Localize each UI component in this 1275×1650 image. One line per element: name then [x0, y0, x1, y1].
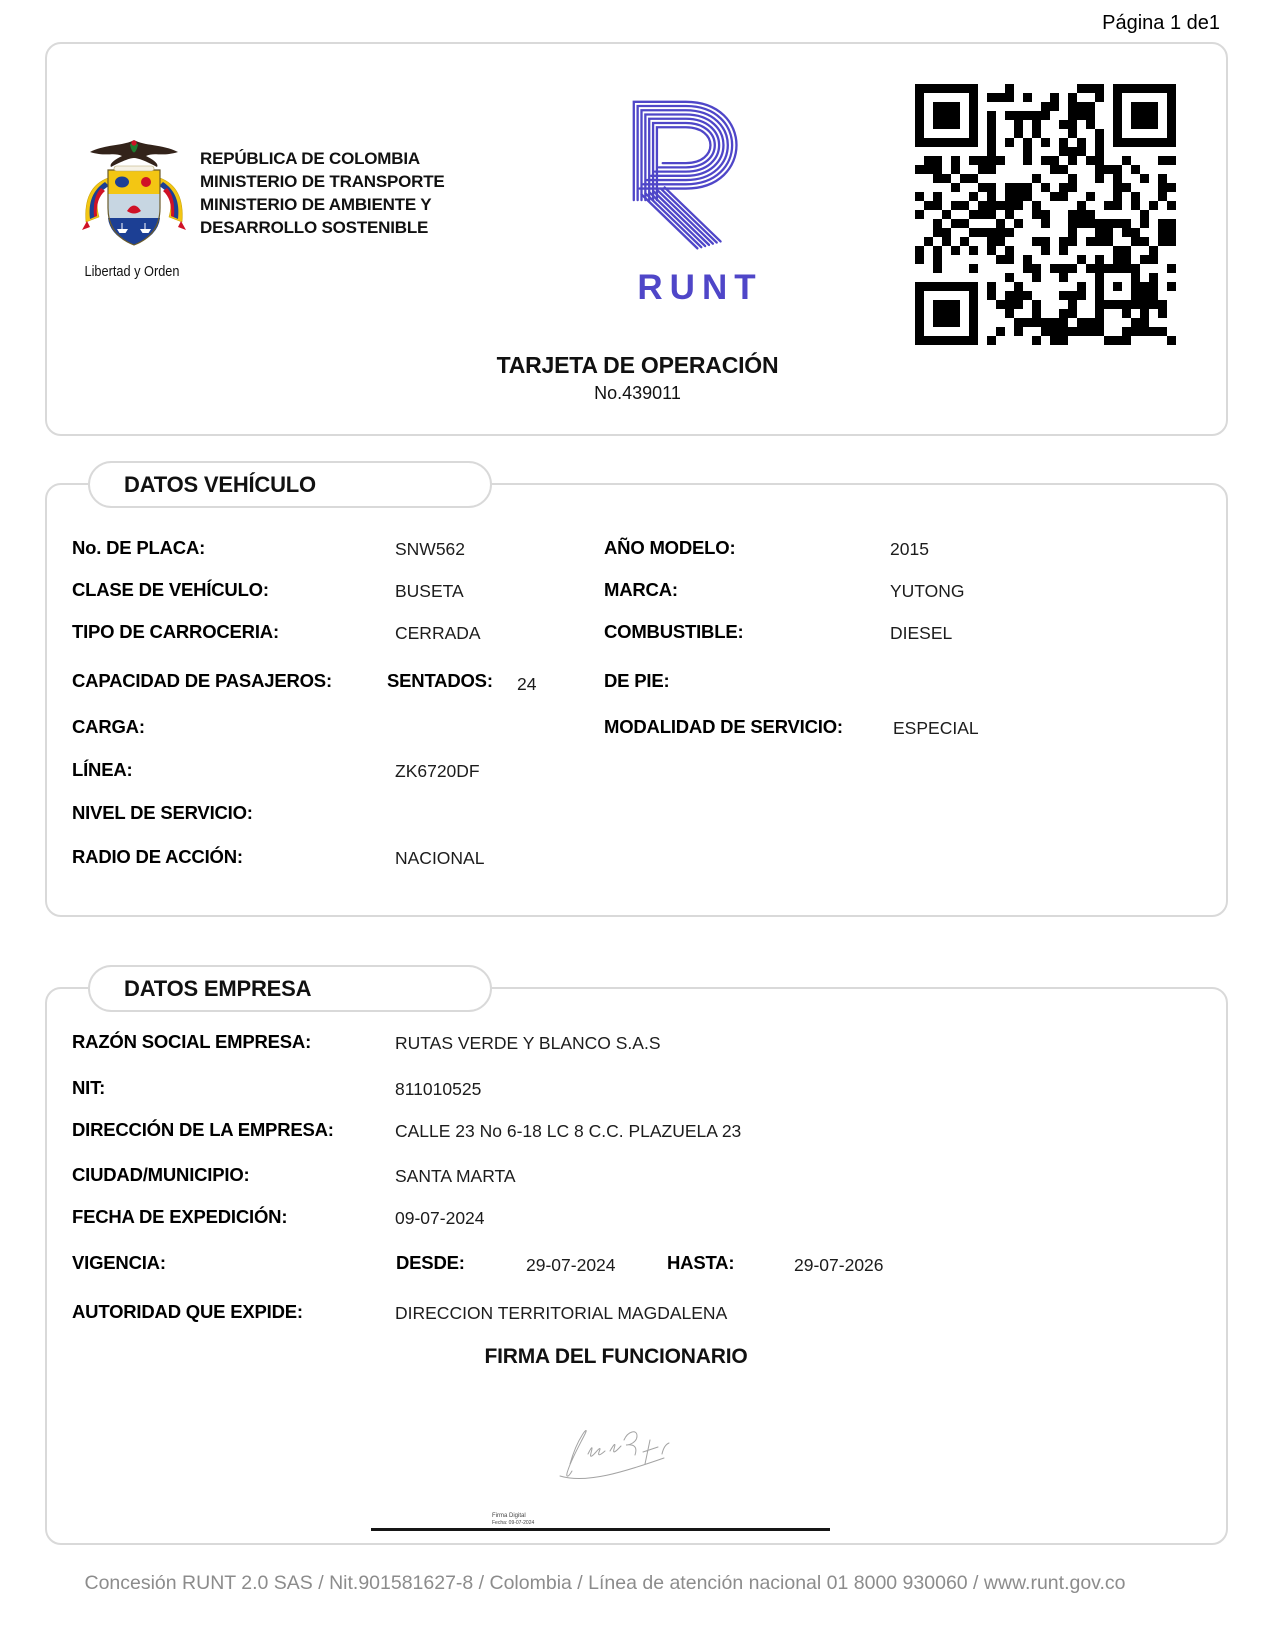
runt-wordmark: RUNT	[637, 268, 763, 307]
vigencia-hasta-value: 29-07-2026	[794, 1255, 884, 1275]
firma-title: FIRMA DEL FUNCIONARIO	[484, 1345, 748, 1368]
digital-signature-note-line1: Firma Digital	[492, 1513, 526, 1519]
carga-label: CARGA:	[72, 716, 145, 737]
document-title: TARJETA DE OPERACIÓN	[496, 352, 779, 378]
fecha-expedicion-label: FECHA DE EXPEDICIÓN:	[72, 1206, 288, 1227]
vigencia-hasta-label: HASTA:	[667, 1252, 735, 1273]
direccion-label: DIRECCIÓN DE LA EMPRESA:	[72, 1119, 334, 1140]
sentados-value: 24	[517, 674, 537, 694]
clase-label: CLASE DE VEHÍCULO:	[72, 579, 269, 600]
empresa-section-header	[88, 965, 492, 1012]
linea-value: ZK6720DF	[395, 761, 480, 781]
autoridad-label: AUTORIDAD QUE EXPIDE:	[72, 1301, 303, 1322]
org-line-4: DESARROLLO SOSTENIBLE	[200, 218, 429, 237]
de-pie-label: DE PIE:	[604, 670, 670, 691]
qr-code	[915, 84, 1176, 345]
combustible-label: COMBUSTIBLE:	[604, 621, 744, 642]
nivel-servicio-label: NIVEL DE SERVICIO:	[72, 802, 253, 823]
digital-signature-note	[492, 1513, 534, 1527]
vigencia-desde-value: 29-07-2024	[526, 1255, 616, 1275]
marca-label: MARCA:	[604, 579, 678, 600]
ano-modelo-value: 2015	[890, 539, 929, 559]
org-line-2: MINISTERIO DE TRANSPORTE	[200, 172, 445, 191]
footer-text: Concesión RUNT 2.0 SAS / Nit.901581627-8 / Colombia / Línea de atención nacional 01 8000 930060 / www.runt.gov.co	[84, 1572, 1126, 1594]
colombia-coat-of-arms-icon	[78, 136, 190, 262]
ciudad-label: CIUDAD/MUNICIPIO:	[72, 1164, 250, 1185]
ciudad-value: SANTA MARTA	[395, 1166, 516, 1186]
razon-social-label: RAZÓN SOCIAL EMPRESA:	[72, 1031, 312, 1052]
signature-rule	[371, 1528, 830, 1531]
nit-label: NIT:	[72, 1077, 106, 1098]
digital-signature-note-line2: Fecha: 09-07-2024	[492, 1520, 535, 1526]
vehicle-section-header	[88, 461, 492, 508]
nit-value: 811010525	[395, 1079, 482, 1099]
placa-label: No. DE PLACA:	[72, 537, 206, 558]
page-number: Página 1 de1	[1102, 12, 1220, 34]
placa-value: SNW562	[395, 539, 466, 559]
vigencia-label: VIGENCIA:	[72, 1252, 166, 1273]
capacidad-label: CAPACIDAD DE PASAJEROS:	[72, 670, 332, 691]
linea-label: LÍNEA:	[72, 759, 133, 780]
modalidad-label: MODALIDAD DE SERVICIO:	[604, 716, 843, 737]
clase-value: BUSETA	[395, 581, 464, 601]
ano-modelo-label: AÑO MODELO:	[604, 537, 736, 558]
razon-social-value: RUTAS VERDE Y BLANCO S.A.S	[395, 1033, 661, 1053]
org-line-3: MINISTERIO DE AMBIENTE Y	[200, 195, 432, 214]
vehicle-section-title: DATOS VEHÍCULO	[124, 471, 316, 497]
combustible-value: DIESEL	[890, 623, 953, 643]
carroceria-label: TIPO DE CARROCERIA:	[72, 621, 279, 642]
carroceria-value: CERRADA	[395, 623, 481, 643]
card-number: No.439011	[594, 383, 681, 403]
org-title-block	[200, 147, 445, 239]
direccion-value: CALLE 23 No 6-18 LC 8 C.C. PLAZUELA 23	[395, 1121, 742, 1141]
empresa-section-title: DATOS EMPRESA	[124, 975, 312, 1001]
vigencia-desde-label: DESDE:	[396, 1252, 465, 1273]
runt-r-icon	[628, 96, 763, 261]
radio-accion-value: NACIONAL	[395, 848, 485, 868]
radio-accion-label: RADIO DE ACCIÓN:	[72, 846, 243, 867]
signature-icon	[552, 1418, 702, 1486]
marca-value: YUTONG	[890, 581, 965, 601]
autoridad-value: DIRECCION TERRITORIAL MAGDALENA	[395, 1303, 728, 1323]
crest-motto: Libertad y Orden	[84, 263, 180, 280]
sentados-label: SENTADOS:	[387, 670, 493, 691]
org-line-1: REPÚBLICA DE COLOMBIA	[200, 149, 420, 168]
fecha-expedicion-value: 09-07-2024	[395, 1208, 485, 1228]
modalidad-value: ESPECIAL	[893, 718, 979, 738]
